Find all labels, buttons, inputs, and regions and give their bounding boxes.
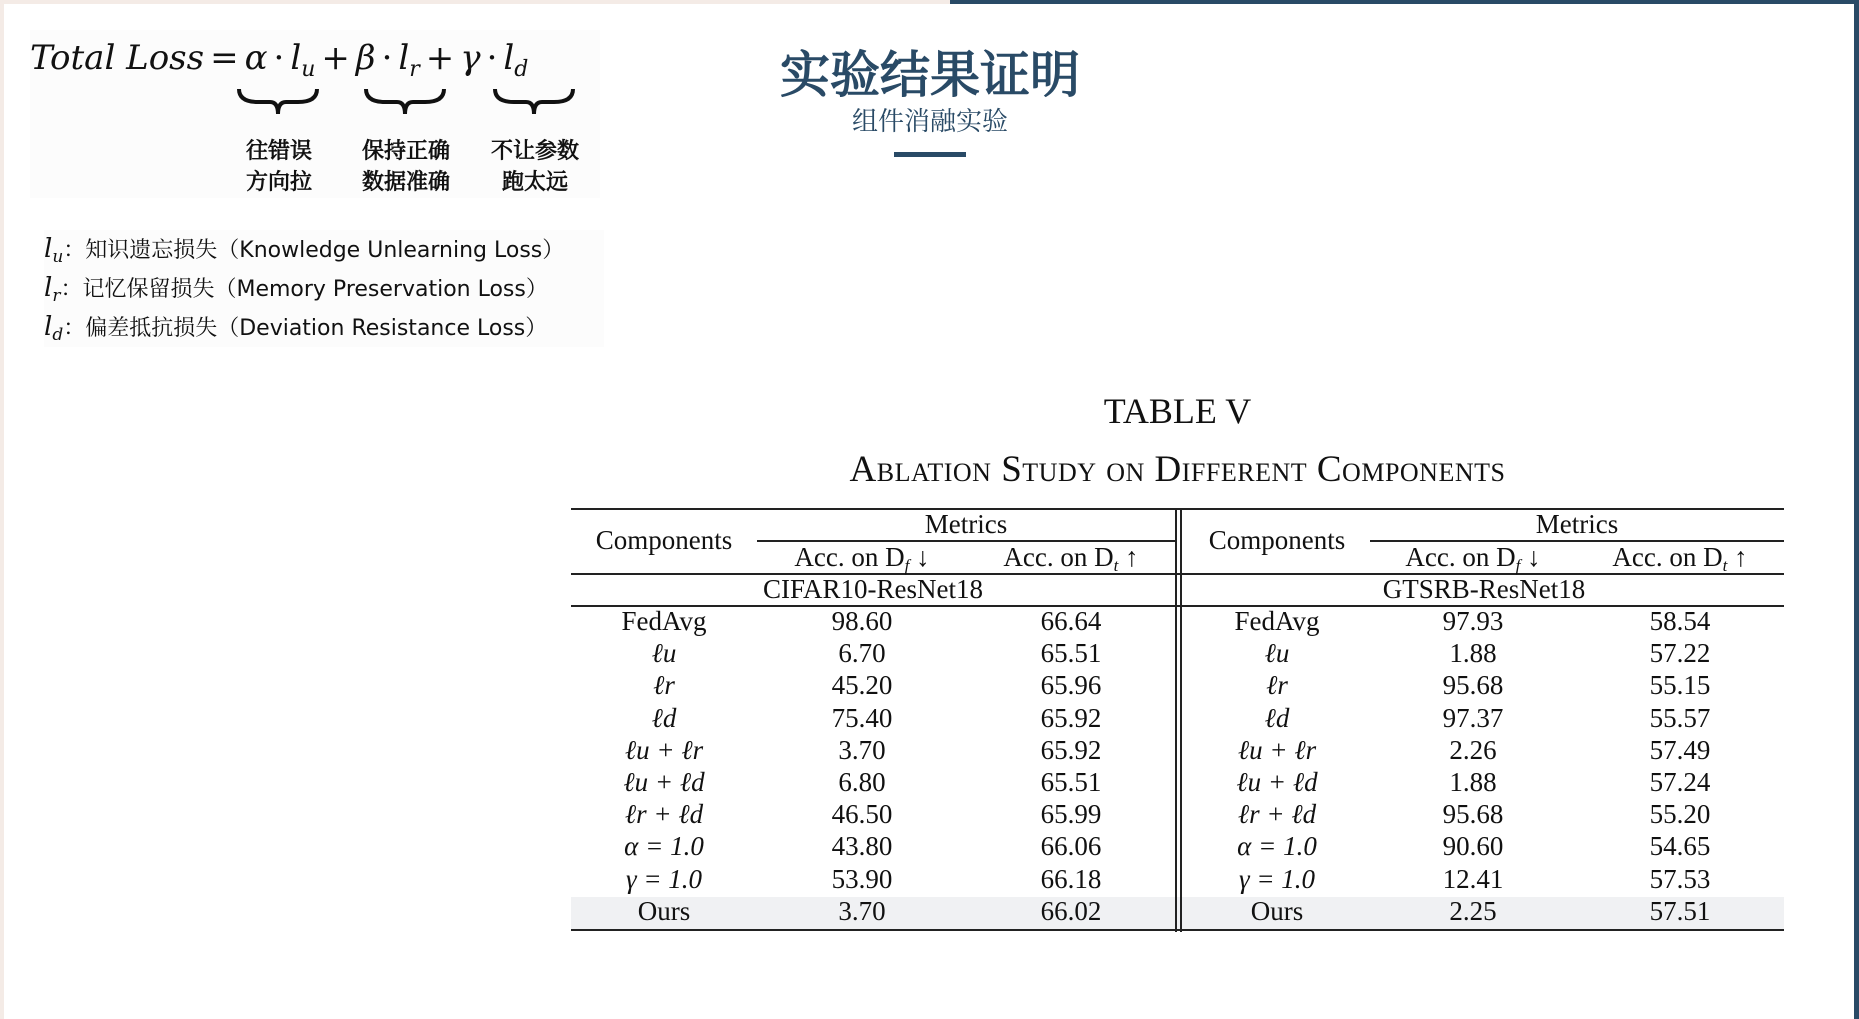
top-accent-bar-light: [0, 0, 950, 4]
gtsrb-forget-acc-cell: 12.41: [1442, 863, 1504, 894]
gtsrb-test-acc-cell: 57.49: [1649, 734, 1711, 765]
definition-item: $l_d$：偏差抵抗损失（Deviation Resistance Loss）: [44, 312, 548, 345]
gtsrb-test-acc-cell: 57.53: [1649, 863, 1711, 894]
gtsrb-forget-acc-cell: 97.37: [1442, 702, 1504, 733]
gtsrb-forget-acc-cell: 90.60: [1442, 831, 1504, 862]
brace-icon: [236, 86, 320, 116]
dataset-label: GTSRB-ResNet18: [1382, 574, 1586, 604]
component-cell: ℓr + ℓd: [624, 799, 704, 830]
sub-d: d: [514, 57, 529, 82]
explain-unlearning: 往错误 方向拉: [245, 139, 312, 195]
header-acc-forget: Acc. on $D_f$ ↓: [794, 542, 930, 575]
header-components: Components: [595, 525, 733, 555]
component-cell: Ours: [1250, 895, 1304, 926]
sub-u: u: [301, 57, 316, 82]
component-cell: ℓu + ℓr: [624, 734, 704, 765]
component-cell: ℓu + ℓd: [623, 767, 705, 797]
loss-definitions: [44, 230, 604, 347]
cifar-test-acc-cell: 66.06: [1040, 831, 1102, 862]
cifar-forget-acc-cell: 46.50: [831, 799, 893, 830]
cifar-test-acc-cell: 65.51: [1040, 767, 1102, 797]
cifar-test-acc-cell: 65.99: [1040, 799, 1102, 830]
formula-equation: Total Loss = $\alpha \cdot l_u + \beta \cdot l_r + \gamma \cdot l_d$: [30, 38, 529, 82]
component-cell: ℓd: [1264, 702, 1290, 733]
coef-gamma: γ: [460, 38, 481, 78]
sub-r: r: [409, 57, 420, 82]
header-acc-forget: Acc. on $D_f$ ↓: [1405, 542, 1541, 575]
cifar-forget-acc-cell: 6.70: [838, 638, 886, 669]
cifar-test-acc-cell: 66.64: [1040, 606, 1102, 636]
component-cell: FedAvg: [1234, 606, 1320, 636]
page-title: 实验结果证明: [780, 46, 1080, 104]
component-cell: ℓu: [651, 638, 677, 669]
formula-lhs: Total Loss: [30, 38, 205, 78]
coef-beta: β: [355, 38, 376, 78]
cifar-forget-acc-cell: 3.70: [838, 895, 886, 926]
cifar-forget-acc-cell: 75.40: [831, 702, 893, 733]
coef-alpha: α: [244, 38, 268, 78]
top-accent-bar-dark: [950, 0, 1859, 4]
gtsrb-test-acc-cell: 54.65: [1649, 831, 1711, 862]
table-subcaption: Ablation Study on Different Components: [849, 449, 1506, 490]
gtsrb-test-acc-cell: 55.20: [1649, 799, 1711, 830]
table-separator: [1180, 508, 1182, 932]
left-border: [0, 0, 4, 1019]
header-metrics: Metrics: [924, 509, 1008, 539]
component-cell: ℓu + ℓr: [1237, 734, 1317, 765]
page-subtitle: 组件消融实验: [851, 107, 1008, 137]
cifar-forget-acc-cell: 53.90: [831, 863, 893, 894]
cifar-forget-acc-cell: 45.20: [831, 670, 893, 701]
gtsrb-test-acc-cell: 55.57: [1649, 702, 1711, 733]
brace-icon: [492, 86, 576, 116]
right-border: [1854, 0, 1859, 1019]
gtsrb-forget-acc-cell: 2.26: [1449, 734, 1497, 765]
component-cell: γ = 1.0: [1238, 863, 1316, 894]
component-cell: α = 1.0: [1237, 831, 1317, 862]
component-cell: ℓr: [1266, 670, 1288, 701]
loss-formula: [30, 30, 600, 198]
definition-item: $l_r$：记忆保留损失（Memory Preservation Loss）: [44, 273, 548, 306]
component-cell: ℓu + ℓd: [1236, 767, 1318, 797]
cifar-test-acc-cell: 65.92: [1040, 702, 1102, 733]
ablation-table: [571, 508, 1784, 932]
gtsrb-test-acc-cell: 57.22: [1649, 638, 1711, 669]
cifar-test-acc-cell: 65.92: [1040, 734, 1102, 765]
table-separator: [1175, 508, 1177, 932]
explain-deviation: 不让参数 跑太远: [490, 139, 579, 195]
component-cell: ℓr: [653, 670, 675, 701]
cifar-forget-acc-cell: 43.80: [831, 831, 893, 862]
dataset-label: CIFAR10-ResNet18: [763, 574, 983, 604]
gtsrb-test-acc-cell: 57.51: [1649, 895, 1711, 926]
table-caption: TABLE V: [1103, 391, 1252, 431]
gtsrb-forget-acc-cell: 95.68: [1442, 799, 1504, 830]
gtsrb-forget-acc-cell: 2.25: [1449, 895, 1497, 926]
header-acc-test: Acc. on $D_t$ ↑: [1003, 542, 1139, 575]
component-cell: ℓr + ℓd: [1237, 799, 1317, 830]
component-cell: Ours: [637, 895, 691, 926]
gtsrb-forget-acc-cell: 97.93: [1442, 606, 1504, 636]
component-cell: ℓu: [1264, 638, 1290, 669]
cifar-forget-acc-cell: 98.60: [831, 606, 893, 636]
component-cell: ℓd: [651, 702, 677, 733]
explain-preservation: 保持正确 数据准确: [361, 139, 450, 195]
component-cell: FedAvg: [621, 606, 707, 636]
cifar-test-acc-cell: 66.18: [1040, 863, 1102, 894]
gtsrb-test-acc-cell: 55.15: [1649, 670, 1711, 701]
gtsrb-test-acc-cell: 58.54: [1649, 606, 1711, 636]
definition-item: $l_u$：知识遗忘损失（Knowledge Unlearning Loss）: [44, 234, 565, 267]
component-cell: γ = 1.0: [625, 863, 703, 894]
cifar-forget-acc-cell: 6.80: [838, 767, 886, 797]
gtsrb-forget-acc-cell: 95.68: [1442, 670, 1504, 701]
header-components: Components: [1208, 525, 1346, 555]
header-acc-test: Acc. on $D_t$ ↑: [1612, 542, 1748, 575]
cifar-test-acc-cell: 66.02: [1040, 895, 1102, 926]
gtsrb-test-acc-cell: 57.24: [1649, 767, 1711, 797]
gtsrb-forget-acc-cell: 1.88: [1449, 767, 1497, 797]
brace-icon: [363, 86, 447, 116]
cifar-test-acc-cell: 65.51: [1040, 638, 1102, 669]
cifar-test-acc-cell: 65.96: [1040, 670, 1102, 701]
gtsrb-forget-acc-cell: 1.88: [1449, 638, 1497, 669]
header-metrics: Metrics: [1535, 509, 1619, 539]
title-underline: [894, 152, 966, 157]
component-cell: α = 1.0: [624, 831, 704, 862]
cifar-forget-acc-cell: 3.70: [838, 734, 886, 765]
